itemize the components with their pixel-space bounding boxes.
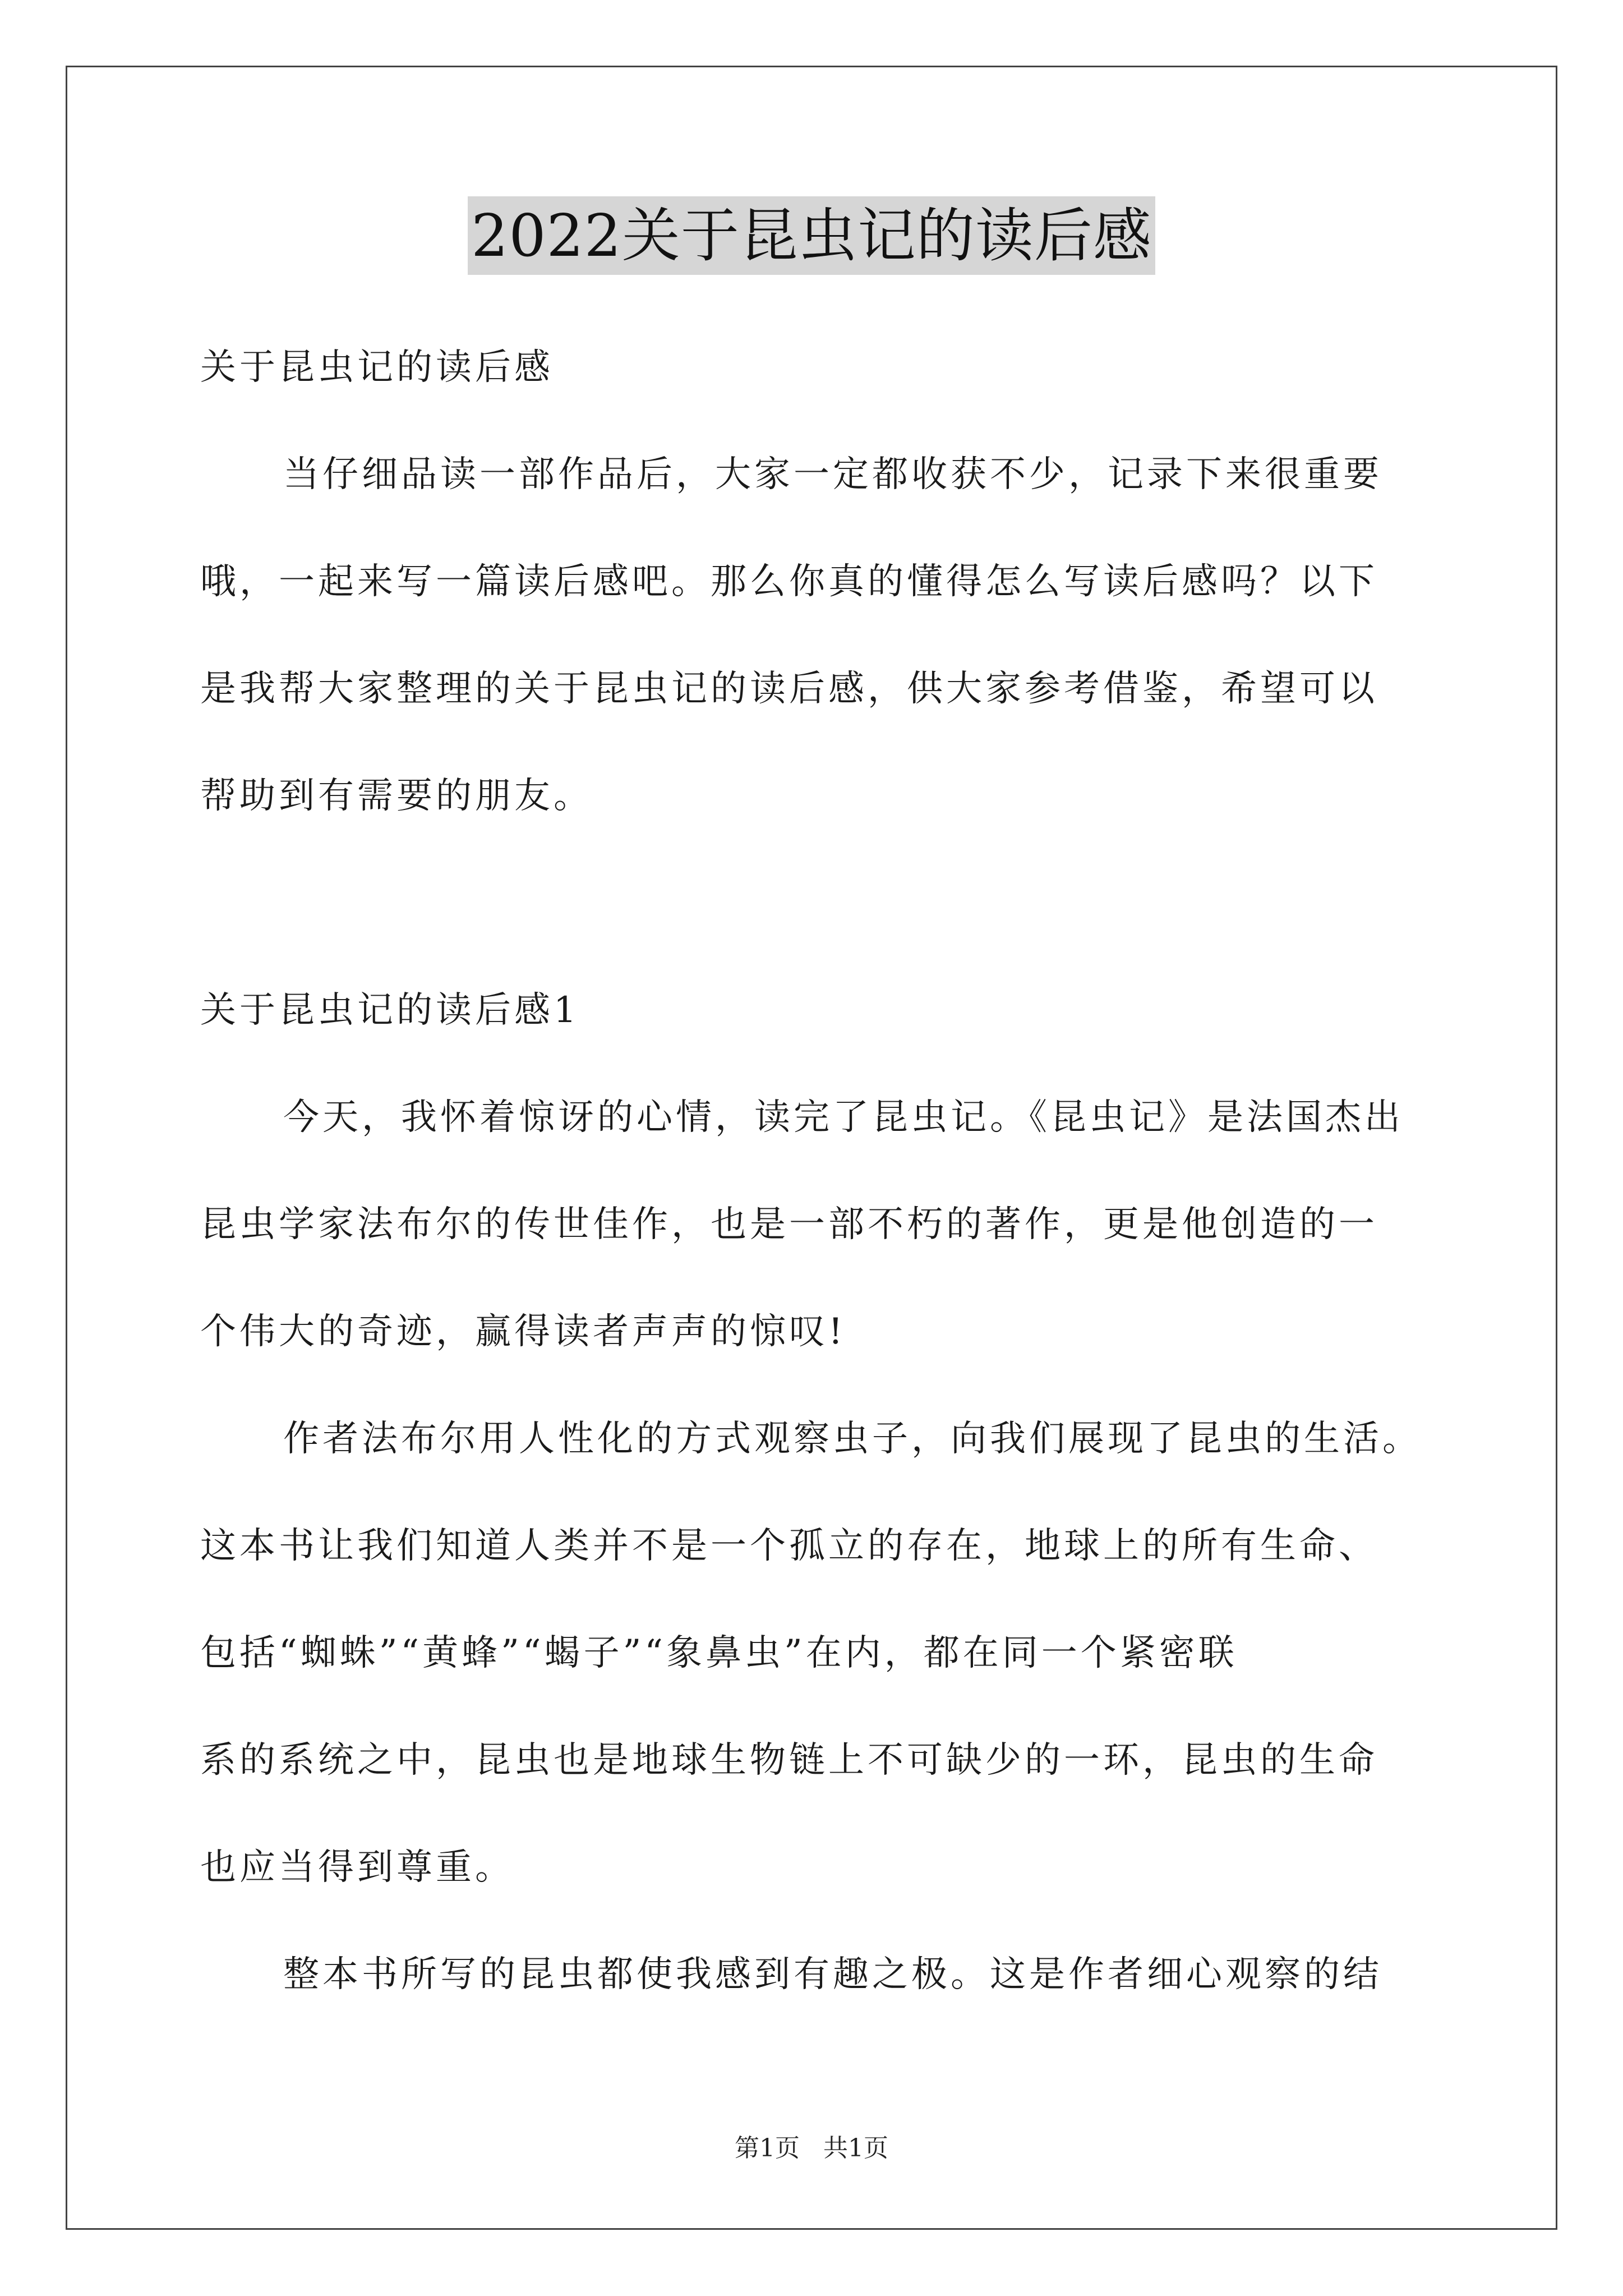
paragraph-line: 包括“蜘蛛”“黄蜂”“蝎子”“象鼻虫”在内，都在同一个紧密联 (200, 1632, 1238, 1674)
paragraph-line: 哦，一起来写一篇读后感吧。那么你真的懂得怎么写读后感吗？以下 (200, 561, 1378, 602)
blank-line (200, 850, 1434, 957)
section-heading: 关于昆虫记的读后感1 (200, 990, 580, 1031)
page-total: 共1页 (823, 2134, 888, 2162)
paragraph-line: 个伟大的奇迹，赢得读者声声的惊叹! (200, 1311, 846, 1352)
paragraph-line: 昆虫学家法布尔的传世佳作，也是一部不朽的著作，更是他创造的一 (200, 1204, 1378, 1245)
paragraph-line: 系的系统之中，昆虫也是地球生物链上不可缺少的一环，昆虫的生命 (200, 1740, 1378, 1781)
document-body (200, 314, 1434, 2028)
paragraph-line: 当仔细品读一部作品后，大家一定都收获不少，记录下来很重要 (283, 454, 1382, 495)
paragraph-line: 是我帮大家整理的关于昆虫记的读后感，供大家参考借鉴，希望可以 (200, 668, 1378, 710)
paragraph-line: 帮助到有需要的朋友。 (200, 775, 593, 817)
page-number: 第1页 (735, 2134, 800, 2162)
page-footer (0, 2132, 1623, 2165)
paragraph-line: 今天，我怀着惊讶的心情，读完了昆虫记。《昆虫记》是法国杰出 (283, 1097, 1404, 1138)
paragraph-line: 这本书让我们知道人类并不是一个孤立的存在，地球上的所有生命、 (200, 1525, 1378, 1567)
paragraph-line: 整本书所写的昆虫都使我感到有趣之极。这是作者细心观察的结 (283, 1954, 1382, 1995)
paragraph-line: 也应当得到尊重。 (200, 1847, 514, 1888)
document-title: 2022关于昆虫记的读后感 (468, 196, 1155, 275)
section-heading: 关于昆虫记的读后感 (200, 347, 554, 388)
title-container (0, 196, 1623, 275)
paragraph-line: 作者法布尔用人性化的方式观察虫子，向我们展现了昆虫的生活。 (283, 1418, 1422, 1460)
